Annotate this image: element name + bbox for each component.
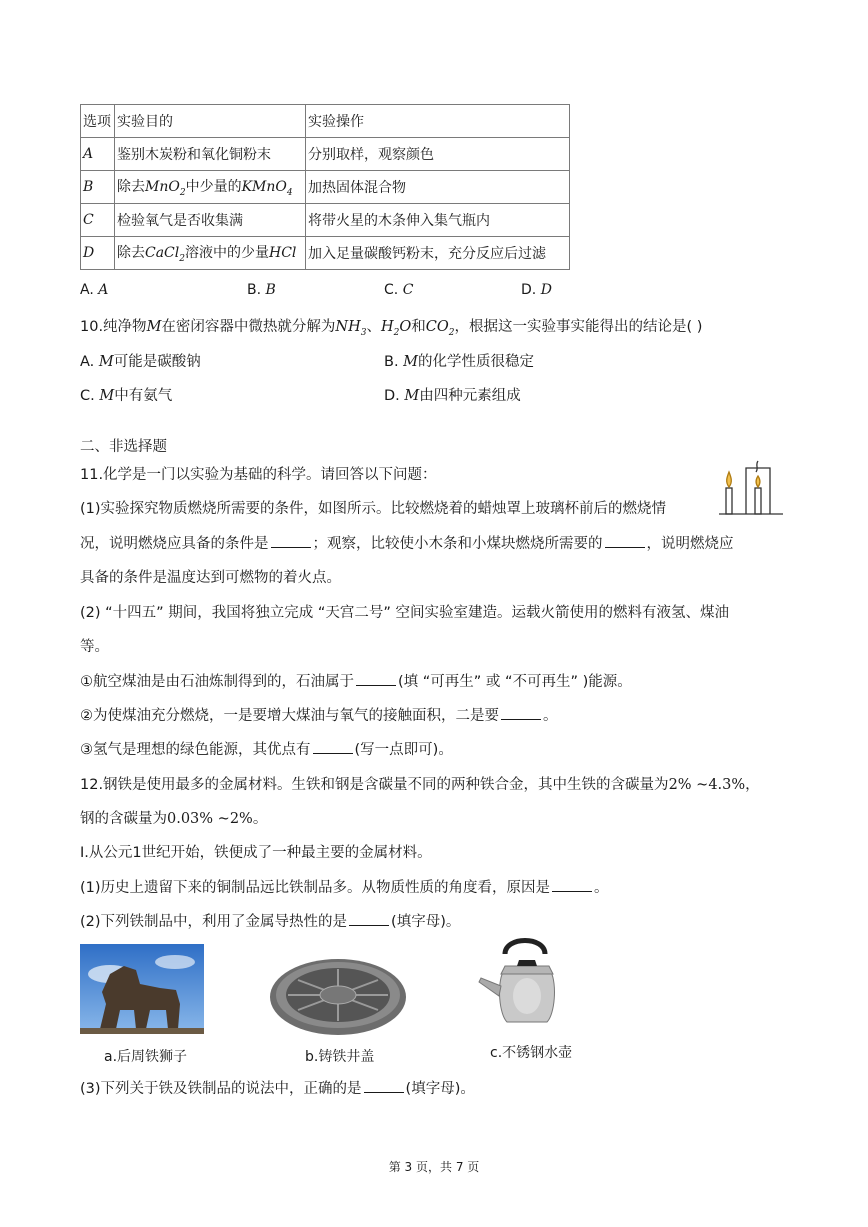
kettle-image [475,934,575,1030]
q10-choice-d: D. M由四种元素组成 [384,388,521,404]
section-title: 二、非选择题 [80,439,167,455]
table-row [81,138,570,171]
candle-experiment-figure [718,458,784,516]
manhole-cover-image [268,955,408,1037]
question-11-line: 等。 [80,639,109,655]
table-row [81,171,570,204]
table-cell-option: D [81,237,115,270]
table-cell-purpose: 除去CaCl$_2$溶液中的少量HCl [115,237,306,270]
table-cell-operation: 加入足量碳酸钙粉末，充分反应后过滤 [306,237,570,270]
question-10-stem: 10.纯净物M在密闭容器中微热就分解为$NH_3$、$H_2O$和$CO_2$，根据这一实验事实能得出的结论是( ) [80,319,703,338]
iron-lion-image [80,944,204,1034]
choice-a: A. A [80,282,109,298]
table-header: 实验目的 [115,105,306,138]
answer-blank[interactable] [501,707,541,720]
answer-blank[interactable] [271,535,311,548]
table-row [81,237,570,270]
answer-blank[interactable] [349,913,389,926]
q10-choice-b: B. M的化学性质很稳定 [384,354,535,370]
table-cell-purpose: 检验氧气是否收集满 [115,204,306,237]
question-12-line: 钢的含碳量为0.03% ~2%。 [80,811,268,827]
question-12-line: Ⅰ.从公元1世纪开始，铁便成了一种最主要的金属材料。 [80,845,432,861]
answer-blank[interactable] [356,673,396,686]
table-cell-purpose: 除去MnO$_2$中少量的KMnO$_4$ [115,171,306,204]
page-footer: 第 3 页，共 7 页 [388,1160,480,1174]
question-11-line: ②为使煤油充分燃烧，一是要增大煤油与氧气的接触面积，二是要 。 [80,708,558,724]
answer-blank[interactable] [552,879,592,892]
q10-choice-a: A. M可能是碳酸钠 [80,354,201,370]
choice-c: C. C [384,282,414,298]
table-header-row [81,105,570,138]
table-cell-operation: 分别取样，观察颜色 [306,138,570,171]
choice-d: D. D [521,282,552,298]
question-11-line: 具备的条件是温度达到可燃物的着火点。 [80,570,341,586]
table-cell-option: C [81,204,115,237]
table-cell-option: A [81,138,115,171]
question-11-line: (2) “十四五” 期间，我国将独立完成 “天宫二号” 空间实验室建造。运载火箭使用的燃料有液氢、煤油 [80,605,730,621]
answer-blank[interactable] [313,741,353,754]
question-12-line: (1)历史上遗留下来的铜制品远比铁制品多。从物质性质的角度看，原因是 。 [80,880,609,896]
question-11-line: (1)实验探究物质燃烧所需要的条件，如图所示。比较燃烧着的蜡烛罩上玻璃杯前后的燃烧情 [80,501,667,517]
table-cell-operation: 将带火星的木条伸入集气瓶内 [306,204,570,237]
question-11-line: ①航空煤油是由石油炼制得到的，石油属于 (填 “可再生” 或 “不可再生” )能源。 [80,674,632,690]
table-cell-option: B [81,171,115,204]
q10-choice-c: C. M中有氨气 [80,388,173,404]
table-cell-operation: 加热固体混合物 [306,171,570,204]
experiment-table [80,104,570,270]
table-header: 实验操作 [306,105,570,138]
question-12-stem: 12.钢铁是使用最多的金属材料。生铁和钢是含碳量不同的两种铁合金，其中生铁的含碳量为2% ~4.3%， [80,777,760,793]
question-11-line: 况，说明燃烧应具备的条件是 ；观察，比较使小木条和小煤块燃烧所需要的 ，说明燃烧应 [80,536,734,552]
table-header: 选项 [81,105,115,138]
choice-b: B. B [247,282,276,298]
answer-blank[interactable] [364,1080,404,1093]
image-caption: c.不锈钢水壶 [490,1045,573,1061]
question-12-line: (2)下列铁制品中，利用了金属导热性的是 (填字母)。 [80,914,461,930]
answer-blank[interactable] [605,535,645,548]
question-11-line: ③氢气是理想的绿色能源，其优点有 (写一点即可)。 [80,742,453,758]
question-11-stem: 11.化学是一门以实验为基础的科学。请回答以下问题： [80,467,437,483]
table-cell-purpose: 鉴别木炭粉和氧化铜粉末 [115,138,306,171]
table-row [81,204,570,237]
question-12-line: (3)下列关于铁及铁制品的说法中，正确的是 (填字母)。 [80,1081,475,1097]
image-caption: a.后周铁狮子 [104,1049,188,1065]
image-caption: b.铸铁井盖 [305,1049,375,1065]
